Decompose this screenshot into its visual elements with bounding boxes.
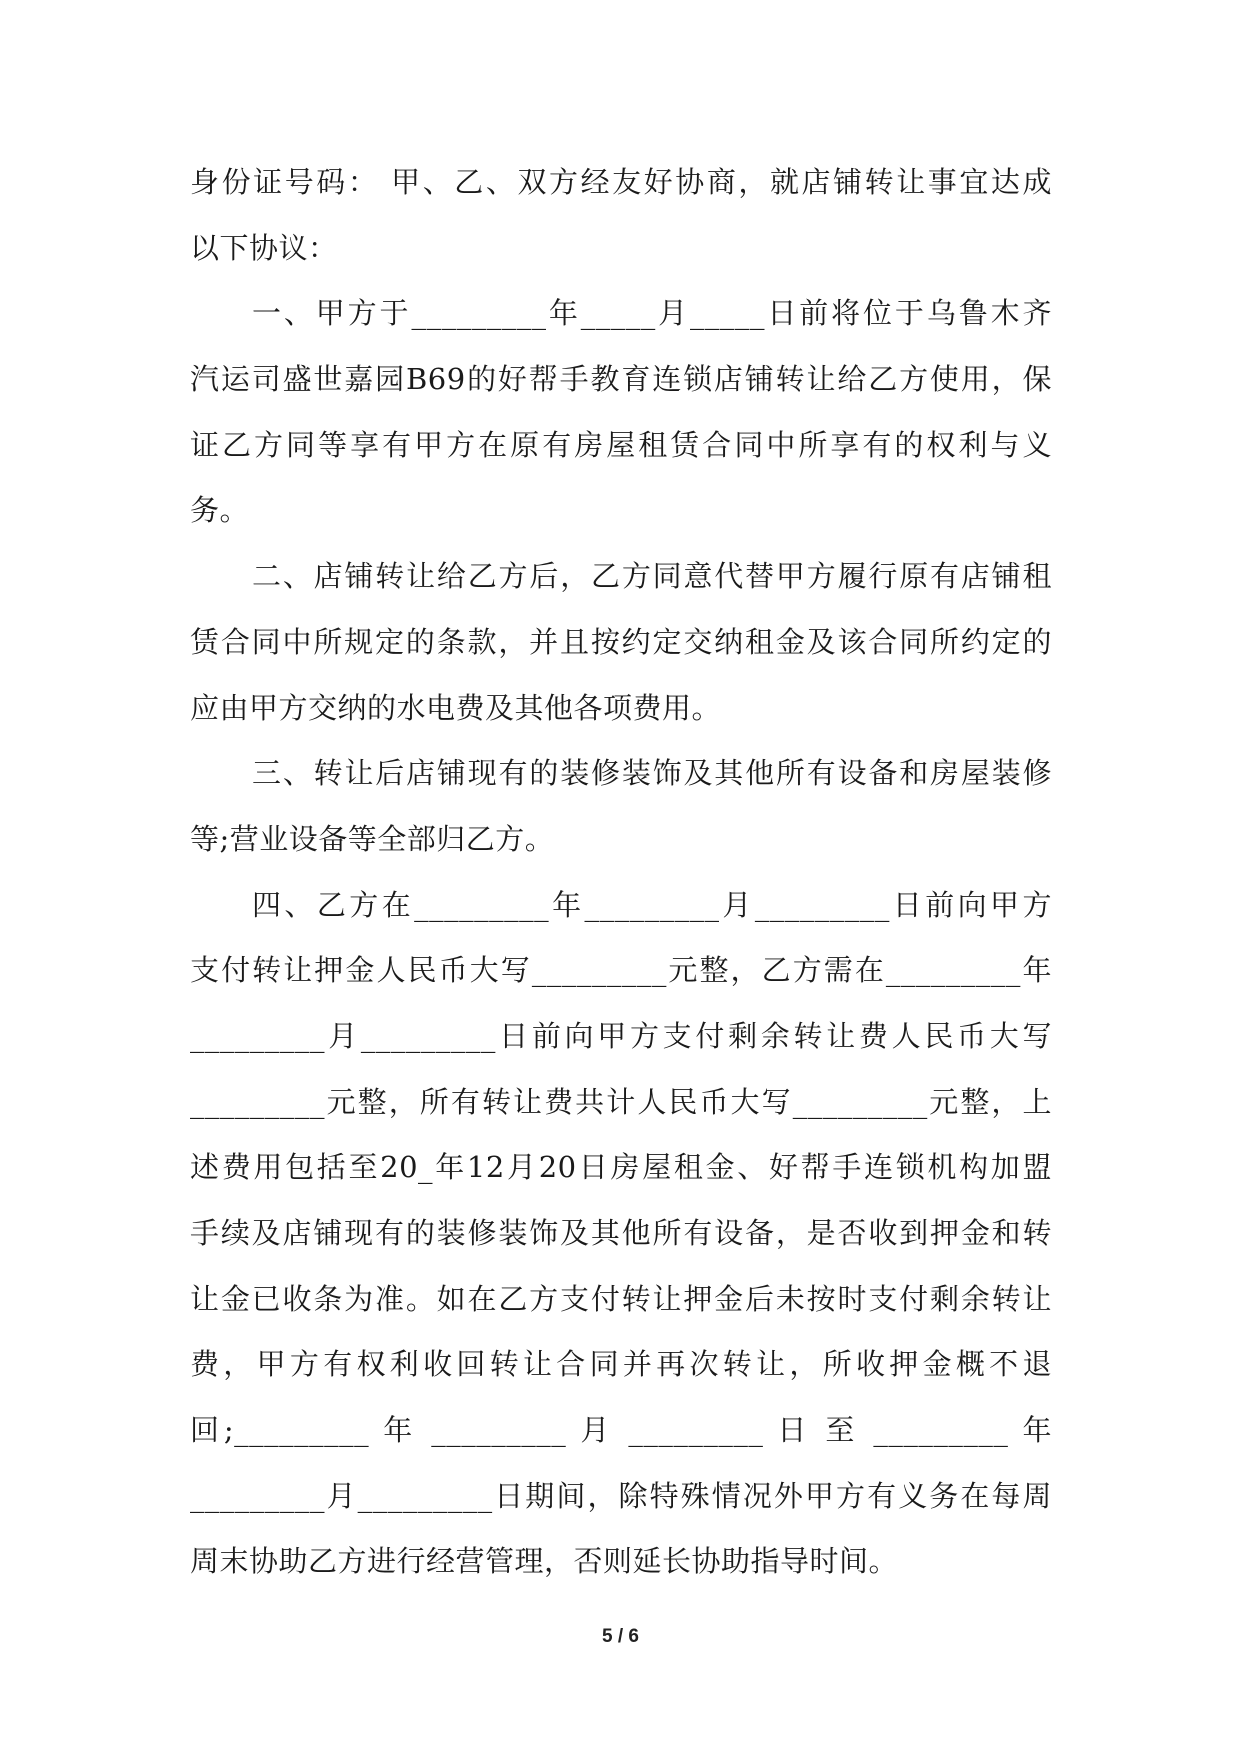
text-line: 二、店铺转让给乙方后，乙方同意代替甲方履行原有店铺租 [252, 559, 1052, 594]
page-number: 5 / 6 [602, 1626, 639, 1647]
text-line: 回;_________ 年 _________ 月 _________ 日 至 _________ 年 [190, 1413, 1052, 1448]
text-line: 应由甲方交纳的水电费及其他各项费用。 [190, 690, 722, 725]
text-line: 证乙方同等享有甲方在原有房屋租赁合同中所享有的权利与义 [190, 427, 1052, 462]
text-line: 身份证号码： 甲、乙、双方经友好协商，就店铺转让事宜达成 [190, 165, 1052, 199]
body-text [190, 150, 1052, 1595]
text-line: 四、乙方在_________年_________月_________日前向甲方 [252, 887, 1052, 922]
text-line: 周末协助乙方进行经营管理，否则延长协助指导时间。 [190, 1544, 899, 1579]
text-line: 务。 [190, 493, 250, 528]
text-line: 支付转让押金人民币大写_________元整，乙方需在_________年 [190, 953, 1052, 988]
text-line: _________元整，所有转让费共计人民币大写_________元整，上 [190, 1084, 1052, 1119]
text-line: 以下协议： [190, 230, 338, 265]
text-line: _________月_________日前向甲方支付剩余转让费人民币大写 [190, 1018, 1052, 1053]
text-line: 述费用包括至20_年12月20日房屋租金、好帮手连锁机构加盟 [190, 1150, 1052, 1185]
text-line: 赁合同中所规定的条款，并且按约定交纳租金及该合同所约定的 [190, 624, 1052, 659]
text-line: 一、甲方于_________年_____月_____日前将位于乌鲁木齐 [252, 296, 1052, 331]
text-line: _________月_________日期间，除特殊情况外甲方有义务在每周 [190, 1478, 1052, 1513]
text-line: 费，甲方有权利收回转让合同并再次转让，所收押金概不退 [190, 1347, 1052, 1382]
text-line: 手续及店铺现有的装修装饰及其他所有设备，是否收到押金和转 [190, 1216, 1052, 1250]
text-line: 让金已收条为准。如在乙方支付转让押金后未按时支付剩余转让 [190, 1281, 1052, 1316]
text-line: 三、转让后店铺现有的装修装饰及其他所有设备和房屋装修 [252, 756, 1052, 791]
text-line: 等;营业设备等全部归乙方。 [190, 821, 555, 856]
text-line: 汽运司盛世嘉园B69的好帮手教育连锁店铺转让给乙方使用，保 [190, 362, 1052, 397]
